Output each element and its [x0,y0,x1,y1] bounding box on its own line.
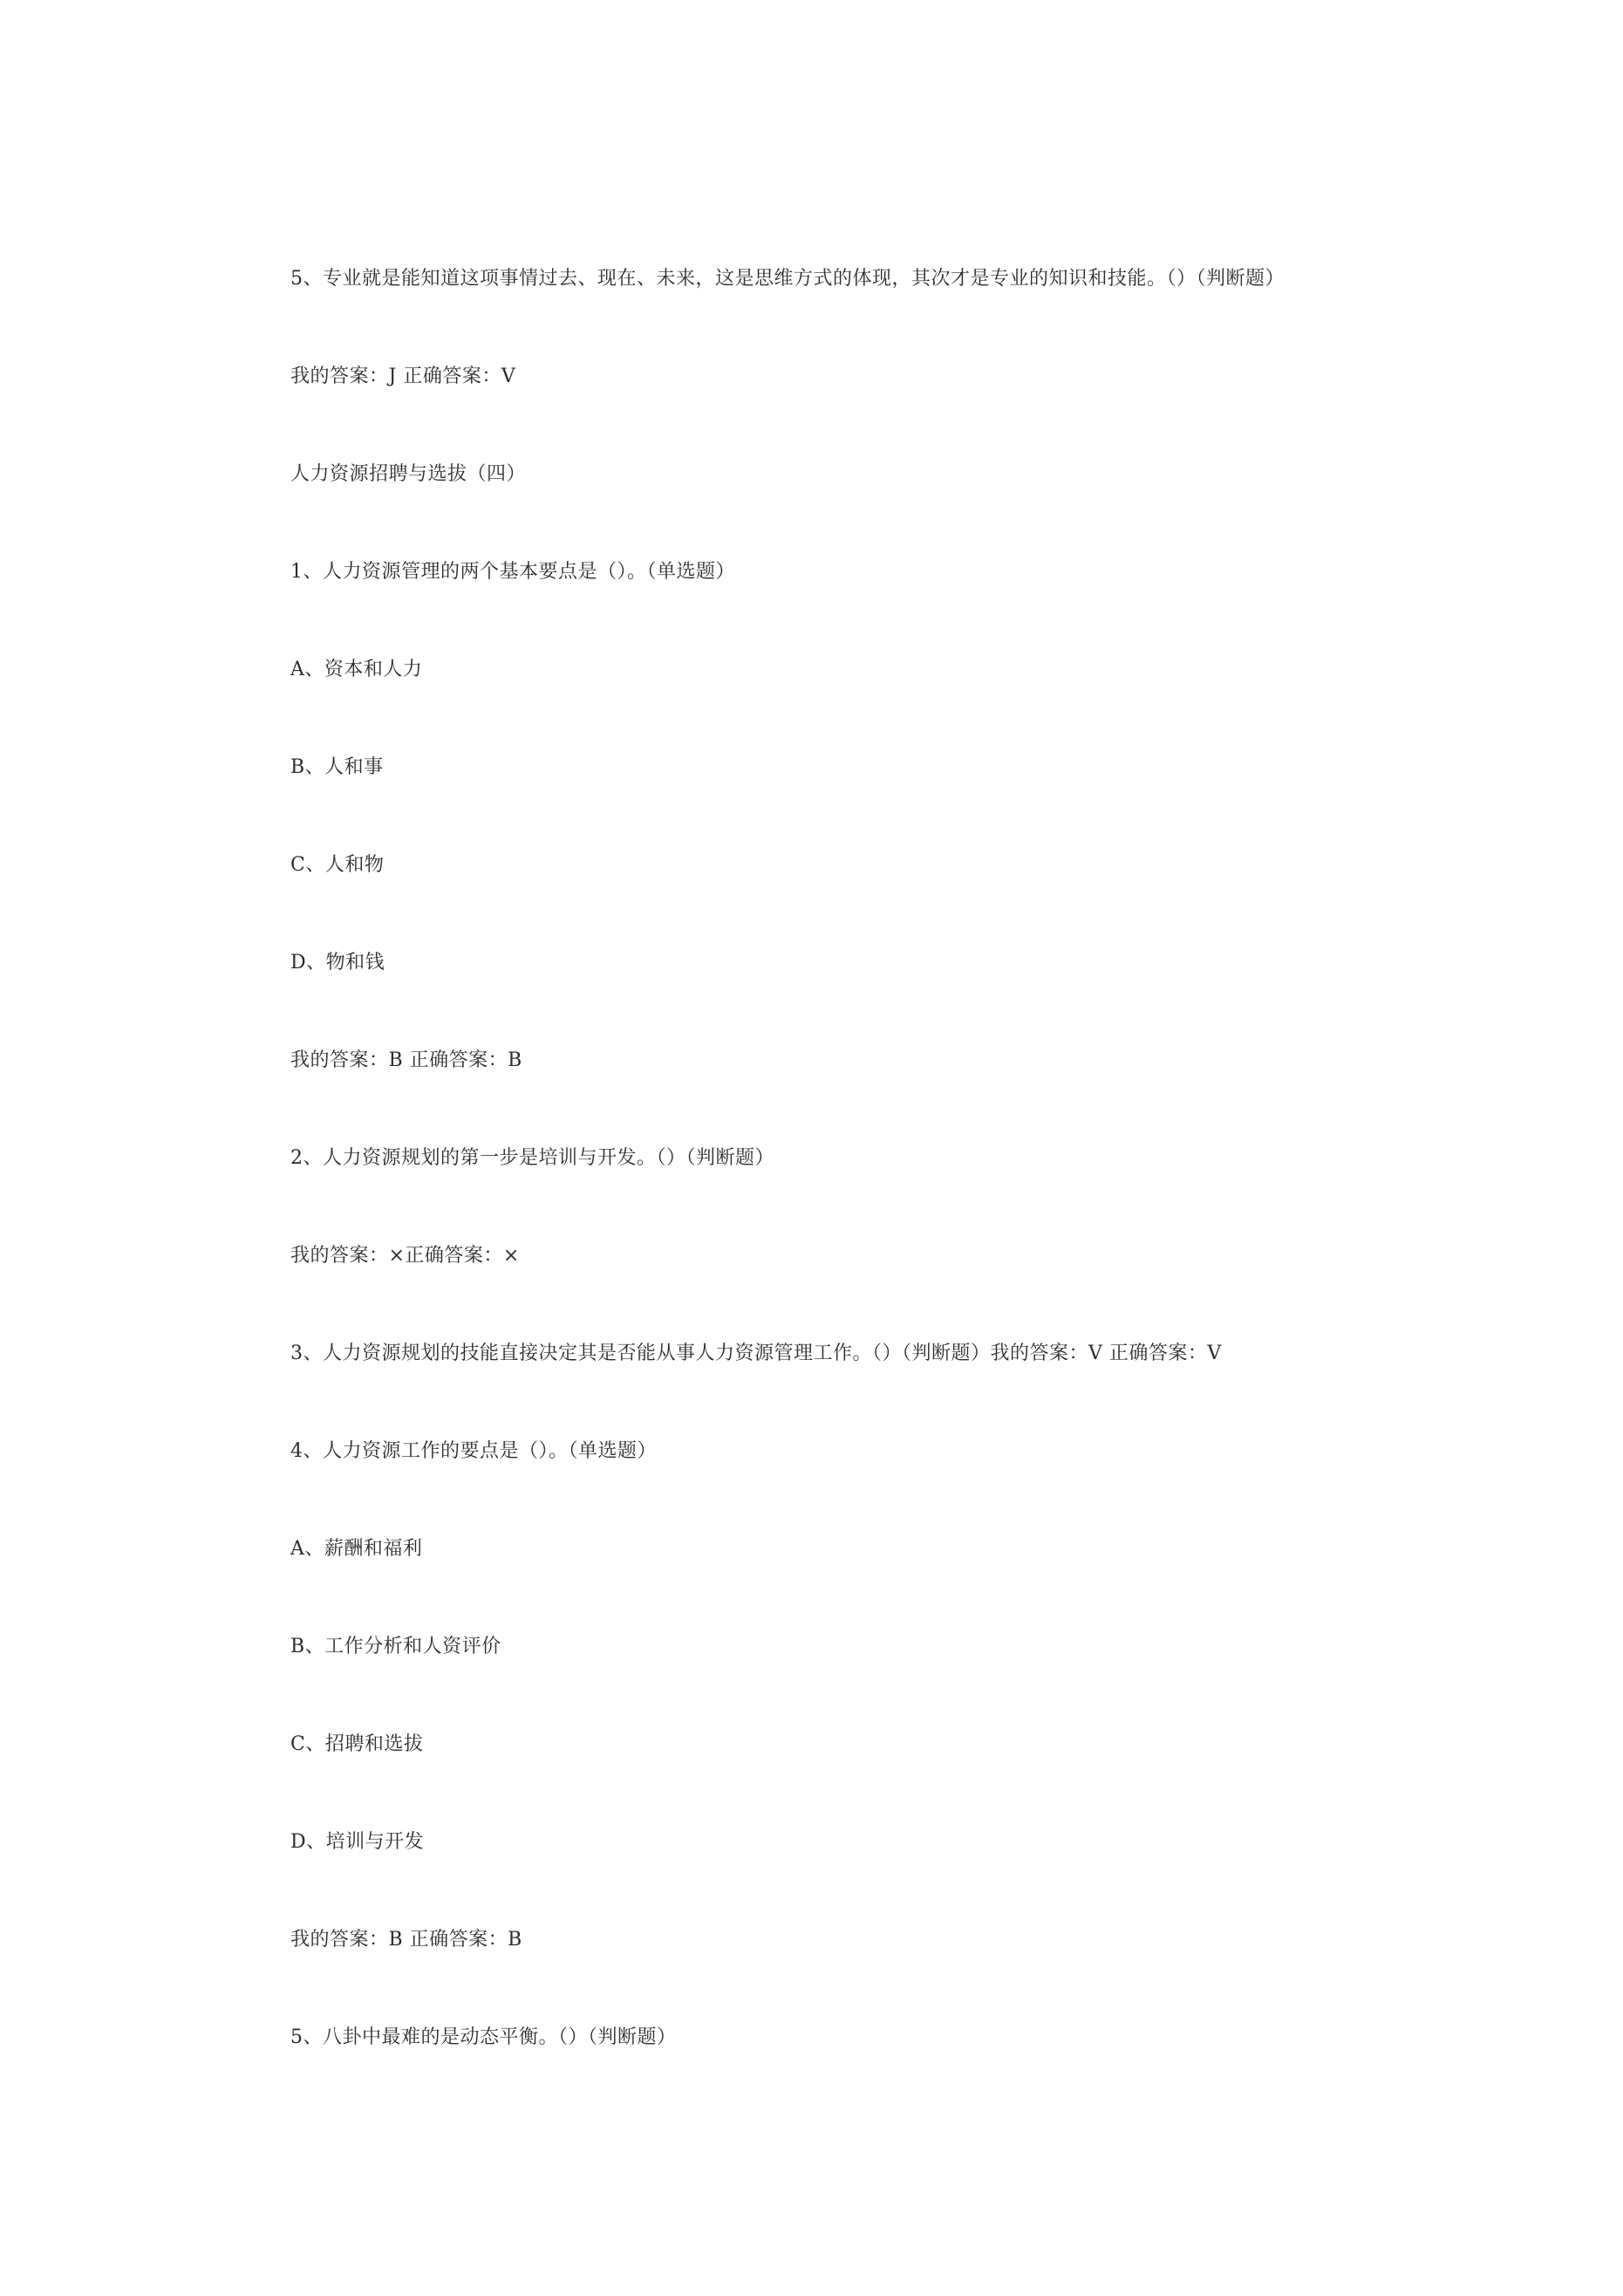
option-a: A、薪酬和福利 [290,1538,423,1560]
answer-line: 我的答案：×正确答案：× [290,1245,520,1267]
answer-line: 我的答案：B 正确答案：B [290,1929,522,1951]
option-b: B、工作分析和人资评价 [290,1636,501,1657]
answer-line: 我的答案：B 正确答案：B [290,1049,522,1071]
option-d: D、培训与开发 [290,1831,425,1853]
question-3-text: 3、人力资源规划的技能直接决定其是否能从事人力资源管理工作。（）（判断题）我的答案：V 正确答案：V [290,1343,1222,1364]
answer-line: 我的答案：J 正确答案：V [290,366,516,387]
option-c: C、人和物 [290,854,385,876]
option-a: A、资本和人力 [290,659,423,680]
question-2-text: 2、人力资源规划的第一步是培训与开发。（）（判断题） [290,1147,774,1169]
question-4-text: 4、人力资源工作的要点是（）。（单选题） [290,1440,657,1462]
option-d: D、物和钱 [290,952,385,974]
question-5-text: 5、八卦中最难的是动态平衡。（）（判断题） [290,2026,677,2048]
section-heading: 人力资源招聘与选拔（四） [290,463,527,485]
question-1-text: 1、人力资源管理的两个基本要点是（）。（单选题） [290,561,735,583]
question-5-prev-text: 5、专业就是能知道这项事情过去、现在、未来，这是思维方式的体现，其次才是专业的知识和技能。（）（判断题） [290,268,1285,290]
option-b: B、人和事 [290,756,384,778]
option-c: C、招聘和选拔 [290,1733,424,1755]
